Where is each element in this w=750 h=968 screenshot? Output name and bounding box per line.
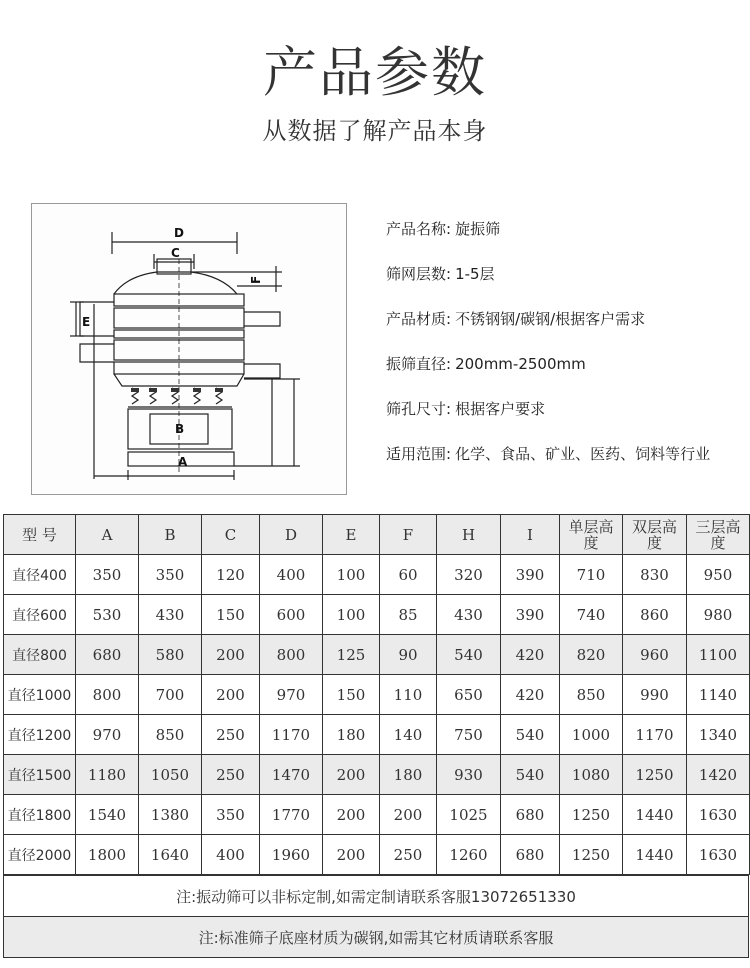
table-cell: 125 [323,635,380,675]
table-cell: 1640 [139,835,202,875]
table-cell: 直径400 [4,555,76,595]
table-cell: 1100 [687,635,750,675]
table-cell: 600 [260,595,323,635]
table-cell: 200 [323,755,380,795]
table-cell: 800 [76,675,139,715]
table-cell: 530 [76,595,139,635]
table-cell: 直径1500 [4,755,76,795]
table-cell: 1440 [623,795,687,835]
material-note: 注:标准筛子底座材质为碳钢,如需其它材质请联系客服 [3,916,749,958]
spec-label: 产品名称: [386,220,452,238]
table-cell: 1960 [260,835,323,875]
table-cell: 680 [501,795,560,835]
table-cell: 200 [202,635,260,675]
table-header-cell: 单层高度 [560,515,623,555]
table-row [4,595,750,635]
table-cell: 1260 [437,835,501,875]
table-cell: 680 [501,835,560,875]
table-cell: 1440 [623,835,687,875]
page-title: 产品参数 [263,41,487,104]
table-cell: 150 [202,595,260,635]
table-cell: 1420 [687,755,750,795]
table-cell: 直径2000 [4,835,76,875]
diagram-label-e: E [82,315,91,329]
table-cell: 85 [380,595,437,635]
dimension-diagram [31,203,347,495]
table-cell: 390 [501,555,560,595]
table-cell: 350 [202,795,260,835]
table-cell: 750 [437,715,501,755]
table-cell: 直径600 [4,595,76,635]
table-cell: 970 [260,675,323,715]
table-cell: 980 [687,595,750,635]
table-cell: 350 [139,555,202,595]
table-cell: 1800 [76,835,139,875]
table-row [4,835,750,875]
table-row [4,795,750,835]
custom-order-note: 注:振动筛可以非标定制,如需定制请联系客服13072651330 [3,875,749,917]
table-row [4,635,750,675]
table-cell: 990 [623,675,687,715]
table-cell: 1050 [139,755,202,795]
table-cell: 960 [623,635,687,675]
table-header-cell: 双层高度 [623,515,687,555]
table-header-cell: C [202,515,260,555]
table-cell: 580 [139,635,202,675]
table-cell: 930 [437,755,501,795]
table-header-cell: I [501,515,560,555]
table-cell: 820 [560,635,623,675]
table-cell: 430 [139,595,202,635]
table-cell: 100 [323,595,380,635]
spec-row [386,431,746,476]
table-cell: 直径800 [4,635,76,675]
table-cell: 250 [202,755,260,795]
spec-row [386,296,746,341]
table-cell: 1250 [560,795,623,835]
table-row [4,715,750,755]
spec-list [386,206,746,476]
table-cell: 850 [139,715,202,755]
spec-row [386,386,746,431]
table-cell: 430 [437,595,501,635]
table-cell: 140 [380,715,437,755]
table-cell: 200 [323,795,380,835]
table-cell: 1470 [260,755,323,795]
table-cell: 1380 [139,795,202,835]
table-cell: 700 [139,675,202,715]
table-cell: 直径1200 [4,715,76,755]
table-header-cell: E [323,515,380,555]
spec-row [386,206,746,251]
table-cell: 1170 [260,715,323,755]
spec-label: 筛孔尺寸: [386,400,452,418]
table-cell: 540 [437,635,501,675]
table-header-row [4,515,750,555]
table-cell: 150 [323,675,380,715]
table-header-cell: D [260,515,323,555]
table-cell: 1630 [687,795,750,835]
table-cell: 90 [380,635,437,675]
spec-row [386,251,746,296]
spec-value: 200mm-2500mm [455,354,586,373]
table-cell: 1630 [687,835,750,875]
spec-value: 化学、食品、矿业、医药、饲料等行业 [455,445,711,463]
table-row [4,675,750,715]
table-cell: 1250 [623,755,687,795]
vibrating-screen-drawing [32,204,346,494]
table-cell: 1025 [437,795,501,835]
table-cell: 830 [623,555,687,595]
table-row [4,555,750,595]
table-cell: 1250 [560,835,623,875]
table-cell: 1170 [623,715,687,755]
table-cell: 540 [501,715,560,755]
table-cell: 1180 [76,755,139,795]
table-cell: 390 [501,595,560,635]
spec-value: 旋振筛 [455,220,501,238]
table-header-cell: 三层高度 [687,515,750,555]
table-header-cell: 型 号 [4,515,76,555]
table-cell: 850 [560,675,623,715]
table-cell: 60 [380,555,437,595]
table-cell: 1770 [260,795,323,835]
table-cell: 1080 [560,755,623,795]
diagram-label-b: B [175,422,185,436]
table-cell: 740 [560,595,623,635]
table-cell: 860 [623,595,687,635]
table-header-cell: F [380,515,437,555]
table-cell: 710 [560,555,623,595]
table-cell: 970 [76,715,139,755]
spec-row [386,341,746,386]
table-cell: 110 [380,675,437,715]
table-cell: 200 [380,795,437,835]
table-cell: 120 [202,555,260,595]
table-cell: 1540 [76,795,139,835]
table-cell: 直径1000 [4,675,76,715]
table-cell: 420 [501,635,560,675]
table-cell: 420 [501,675,560,715]
table-cell: 1340 [687,715,750,755]
table-header-cell: H [437,515,501,555]
table-cell: 200 [323,835,380,875]
table-cell: 680 [76,635,139,675]
spec-value: 根据客户要求 [455,400,546,418]
table-cell: 1000 [560,715,623,755]
table-cell: 400 [202,835,260,875]
diagram-label-c: C [171,246,180,260]
spec-label: 筛网层数: [386,265,452,283]
table-cell: 320 [437,555,501,595]
table-cell: 100 [323,555,380,595]
parameter-table [3,514,750,875]
table-cell: 200 [202,675,260,715]
table-cell: 直径1800 [4,795,76,835]
table-cell: 180 [380,755,437,795]
table-cell: 540 [501,755,560,795]
table-cell: 950 [687,555,750,595]
table-cell: 1140 [687,675,750,715]
page-subtitle: 从数据了解产品本身 [262,117,488,145]
table-cell: 400 [260,555,323,595]
table-header-cell: A [76,515,139,555]
table-header-cell: B [139,515,202,555]
diagram-label-f: F [249,275,263,284]
spec-label: 振筛直径: [386,355,452,373]
spec-value: 不锈钢钢/碳钢/根据客户需求 [455,310,646,328]
table-cell: 350 [76,555,139,595]
table-cell: 180 [323,715,380,755]
table-cell: 650 [437,675,501,715]
table-cell: 250 [202,715,260,755]
diagram-label-d: D [174,226,184,240]
spec-label: 适用范围: [386,445,452,463]
table-cell: 800 [260,635,323,675]
table-row [4,755,750,795]
diagram-label-a: A [178,455,188,469]
table-cell: 250 [380,835,437,875]
spec-value: 1-5层 [455,265,495,283]
spec-label: 产品材质: [386,310,452,328]
